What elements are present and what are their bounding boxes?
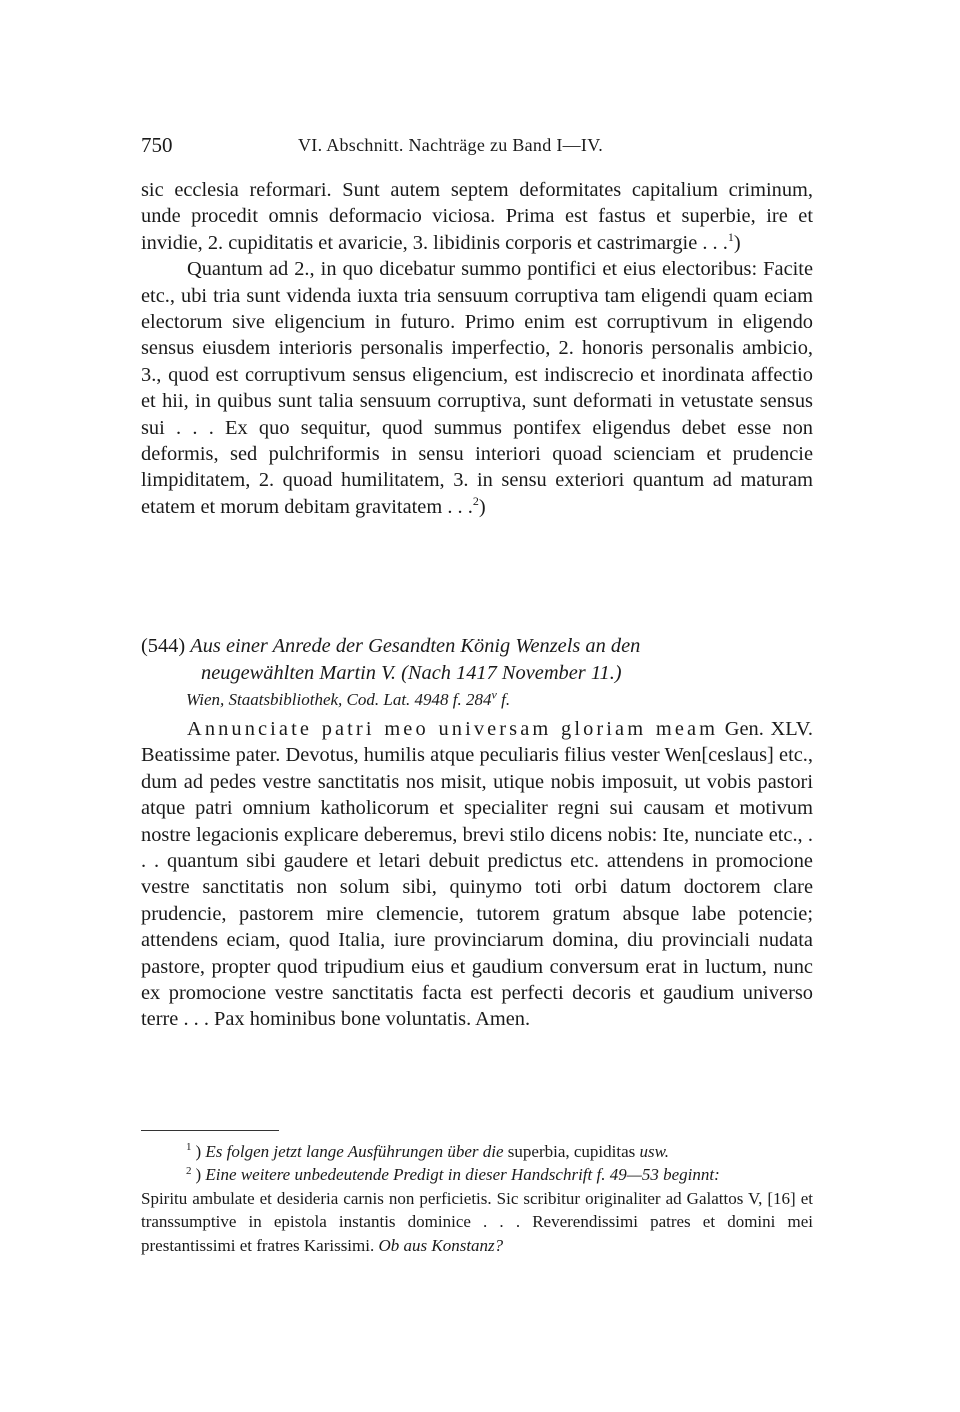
- document-heading: [141, 633, 813, 713]
- footnote-1-italic: Es folgen jetzt lange Ausführungen über die: [205, 1142, 504, 1161]
- footnote-2-italic: Eine weitere unbedeutende Predigt in dieser Handschrift f. 49—53 beginnt:: [205, 1165, 720, 1185]
- paragraph-2-text: Quantum ad 2., in quo dicebatur summo pontifici et eius electoribus: Facite etc., ubi tria sunt videnda iuxta tria sensuum corruptiva tam eligendi quam eciam electorum sive eligencium in futuro. Primo enim est corruptivum in eligendo sensus eiusdem interioris personalis imperfectio, 2. honoris personalis ambicio, 3., quod est corruptivum sensus eligencium, est indiscrecio et inordinata affectio et hii, in quibus sunt talia sensuum corruptiva, sunt deformati in vetustate sensus sui . . . Ex quo sequitur, quod summus pontifex eligendus debet esse non deformis, sed pulchriformis in sensu interiori quoad scienciam et prudencie limpiditatem, 2. quoad humilitatem, 3. in sensu exteriori quantum ad maturam etatem et morum debitam gravitatem . . .: [141, 258, 813, 518]
- source-citation-text: Wien, Staatsbibliothek, Cod. Lat. 4948 f. 284: [186, 690, 492, 709]
- document-body: Gen. XLV. Beatissime pater. Devotus, humilis atque peculiaris filius vester Wen[ceslaus] etc., dum ad pedes vestre sanctitatis nos misit, utique nobis imposuit, ut vobis pastori atque patri omnium katholicorum et specialiter regni sui causam et motivum nostre legacionis explicare deberemus, brevi stilo dicens nobis: Ite, nunciate etc., . . . quantum sibi gaudere et letari debuit predictus etc. attendens in promocione vestre sanctitatis non solum sibi, quinymo toti orbi datum doctorem clare prudencie, pastorem mire clemencie, tutorem gratum absque labe potencie; attendens eciam, quod Italia, iure provinciarum domina, diu provinciali nudata pastore, propter quod tripudium eius et gaudium conversum erat in luctum, nunc ex promocione vestre sanctitatis facta est perfecti decoris et gaudium universo terre . . . Pax hominibus bone voluntatis. Amen.: [141, 718, 813, 1031]
- footnote-ref-2-paren: ): [478, 495, 486, 518]
- footnote-2-continued: [141, 1187, 813, 1257]
- main-text: [141, 177, 813, 520]
- footnote-1: $^1$ ) Es folgen jetzt lange Ausführungen über die superbia, cupiditas usw.: [186, 1141, 669, 1161]
- footnote-2-end: Ob aus Konstanz?: [378, 1235, 504, 1255]
- page-header: [141, 133, 813, 159]
- document-number: (544): [141, 635, 186, 657]
- source-citation-end: f.: [496, 690, 511, 709]
- document-title-line-2: neugewählten Martin V. (Nach 1417 November 11.): [201, 662, 622, 684]
- paragraph-1: [141, 177, 813, 256]
- footnote-divider: [141, 1130, 279, 1131]
- footnote-2-marker: 2: [186, 1164, 192, 1177]
- paragraph-2: [141, 256, 813, 520]
- running-head: VI. Abschnitt. Nachträge zu Band I—IV.: [298, 135, 603, 155]
- document-text: [141, 716, 813, 1033]
- document-title-line-1: Aus einer Anrede der Gesandten König Wenzels an den: [190, 635, 641, 657]
- incipit: Annunciate patri meo universam gloriam meam: [187, 718, 719, 740]
- source-citation-sup: v: [491, 687, 497, 702]
- source-citation: [141, 687, 813, 713]
- footnote-1-marker: 1: [186, 1141, 192, 1154]
- book-page: [141, 0, 813, 1412]
- footnotes: [141, 1140, 813, 1257]
- footnote-ref-1: 1: [727, 230, 734, 245]
- footnote-ref-2: 2: [472, 494, 479, 509]
- footnote-1-roman: superbia, cupiditas: [507, 1142, 636, 1161]
- footnote-2: $^2$ ) Eine weitere unbedeutende Predigt in dieser Handschrift f. 49—53 beginnt:: [186, 1164, 720, 1185]
- footnote-ref-1-paren: ): [733, 231, 741, 254]
- footnote-2-roman: Spiritu ambulate et desideria carnis non perficietis. Sic scribitur originaliter ad Galattos V, [16] et transsumptive in epistola instantis dominice . . . Reverendissimi patres et domini mei prestantissimi et fratres Karissimi.: [141, 1188, 813, 1255]
- page-number: 750: [141, 133, 173, 157]
- document-paragraph: [141, 716, 813, 1033]
- paragraph-1-text: sic ecclesia reformari. Sunt autem septem deformitates capitalium criminum, unde procedit omnis deformacio viciosa. Prima est fastus et superbie, ire et invidie, 2. cupiditatis et avaricie, 3. libidinis corporis et castrimargie . . .: [141, 179, 813, 254]
- footnote-1-end: usw.: [639, 1142, 669, 1161]
